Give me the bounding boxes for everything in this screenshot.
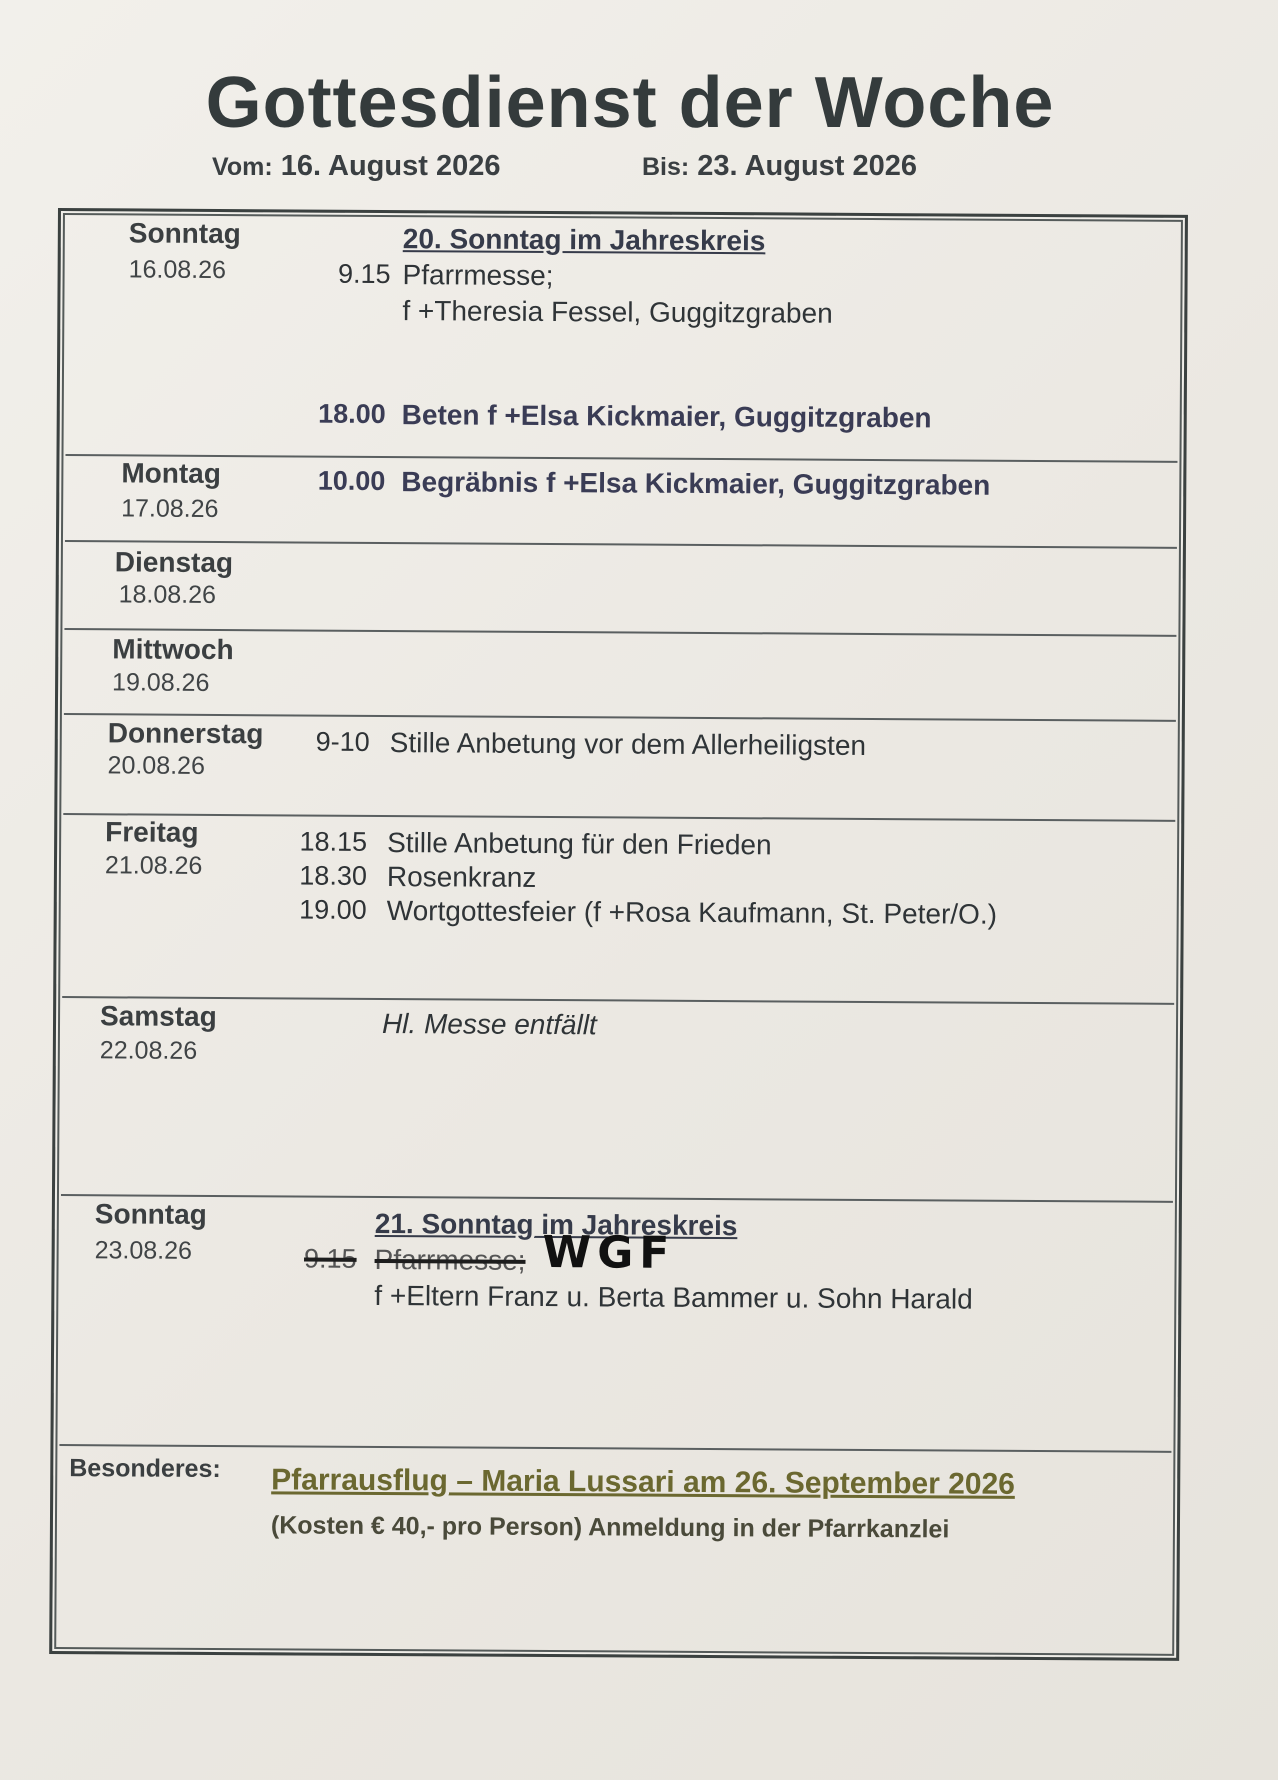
- entry-time: 18.00: [318, 398, 386, 430]
- day-name: Freitag: [105, 816, 199, 848]
- day-row-saturday: [61, 996, 1174, 1203]
- day-row-friday: [62, 813, 1175, 1005]
- day-name: Montag: [121, 457, 222, 489]
- schedule-table: [49, 208, 1188, 1661]
- period-end-value: 23. August 2026: [697, 150, 918, 182]
- entry-text: f +Theresia Fessel, Guggitzgraben: [402, 295, 833, 329]
- day-row-tuesday: [64, 540, 1177, 637]
- entry-text: Hl. Messe entfällt: [381, 1007, 597, 1041]
- day-name: Donnerstag: [107, 717, 264, 750]
- period-start-label: Vom:: [212, 153, 273, 181]
- handwritten-note: WGF: [542, 1226, 676, 1279]
- day-date: 19.08.26: [112, 668, 210, 697]
- entry-time: 10.00: [317, 465, 386, 497]
- day-name: Sonntag: [94, 1198, 207, 1230]
- entry-time: 9-10: [315, 726, 370, 757]
- entry-time: 18.30: [299, 860, 368, 891]
- entry-text: Pfarrmesse;: [402, 259, 554, 292]
- day-name: Sonntag: [128, 217, 241, 250]
- period-end: [642, 150, 917, 183]
- day-row-thursday: [63, 713, 1176, 822]
- entry-text-struck: Pfarrmesse;: [374, 1243, 526, 1276]
- special-title: Pfarrausflug – Maria Lussari am 26. September 2026: [271, 1463, 1015, 1501]
- entry-text: Stille Anbetung vor dem Allerheiligsten: [389, 727, 867, 761]
- day-row-wednesday: [64, 628, 1177, 722]
- day-row-sunday-1: [65, 211, 1178, 463]
- entry-text: Stille Anbetung für den Frieden: [387, 827, 772, 861]
- day-name: Dienstag: [114, 546, 234, 579]
- day-date: 21.08.26: [104, 851, 203, 880]
- entry-text: Beten f +Elsa Kickmaier, Guggitzgraben: [401, 399, 932, 434]
- day-name: Mittwoch: [112, 633, 234, 666]
- entry-time-struck: 9.15: [303, 1243, 357, 1274]
- day-date: 20.08.26: [107, 751, 206, 780]
- day-row-monday: [65, 454, 1178, 549]
- special-note: (Kosten € 40,- pro Person) Anmeldung in der Pfarrkanzlei: [270, 1511, 950, 1544]
- special-section: [58, 1444, 1171, 1646]
- day-date: 16.08.26: [128, 255, 227, 285]
- entry-text: Rosenkranz: [386, 861, 537, 893]
- entry-time: 18.15: [299, 826, 368, 857]
- day-date: 18.08.26: [118, 580, 217, 609]
- period-end-label: Bis:: [642, 153, 690, 181]
- day-name: Samstag: [99, 1000, 217, 1032]
- day-date: 22.08.26: [99, 1036, 198, 1065]
- day-date: 17.08.26: [121, 494, 219, 523]
- entry-text: f +Eltern Franz u. Berta Bammer u. Sohn Harald: [374, 1279, 973, 1315]
- liturgy-heading: 21. Sonntag im Jahreskreis: [374, 1207, 738, 1242]
- day-date: 23.08.26: [94, 1236, 193, 1265]
- entry-text: Begräbnis f +Elsa Kickmaier, Guggitzgraben: [401, 466, 991, 501]
- period-start-value: 16. August 2026: [280, 150, 501, 182]
- entry-time: 19.00: [299, 894, 367, 925]
- day-row-sunday-2: [59, 1194, 1173, 1453]
- entry-text: Wortgottesfeier (f +Rosa Kaufmann, St. Peter/O.): [386, 895, 998, 930]
- period-start: [212, 150, 500, 183]
- page-title: Gottesdienst der Woche: [205, 63, 1055, 143]
- entry-time: 9.15: [337, 258, 391, 290]
- special-label: Besonderes:: [69, 1454, 221, 1484]
- liturgy-heading: 20. Sonntag im Jahreskreis: [402, 223, 766, 257]
